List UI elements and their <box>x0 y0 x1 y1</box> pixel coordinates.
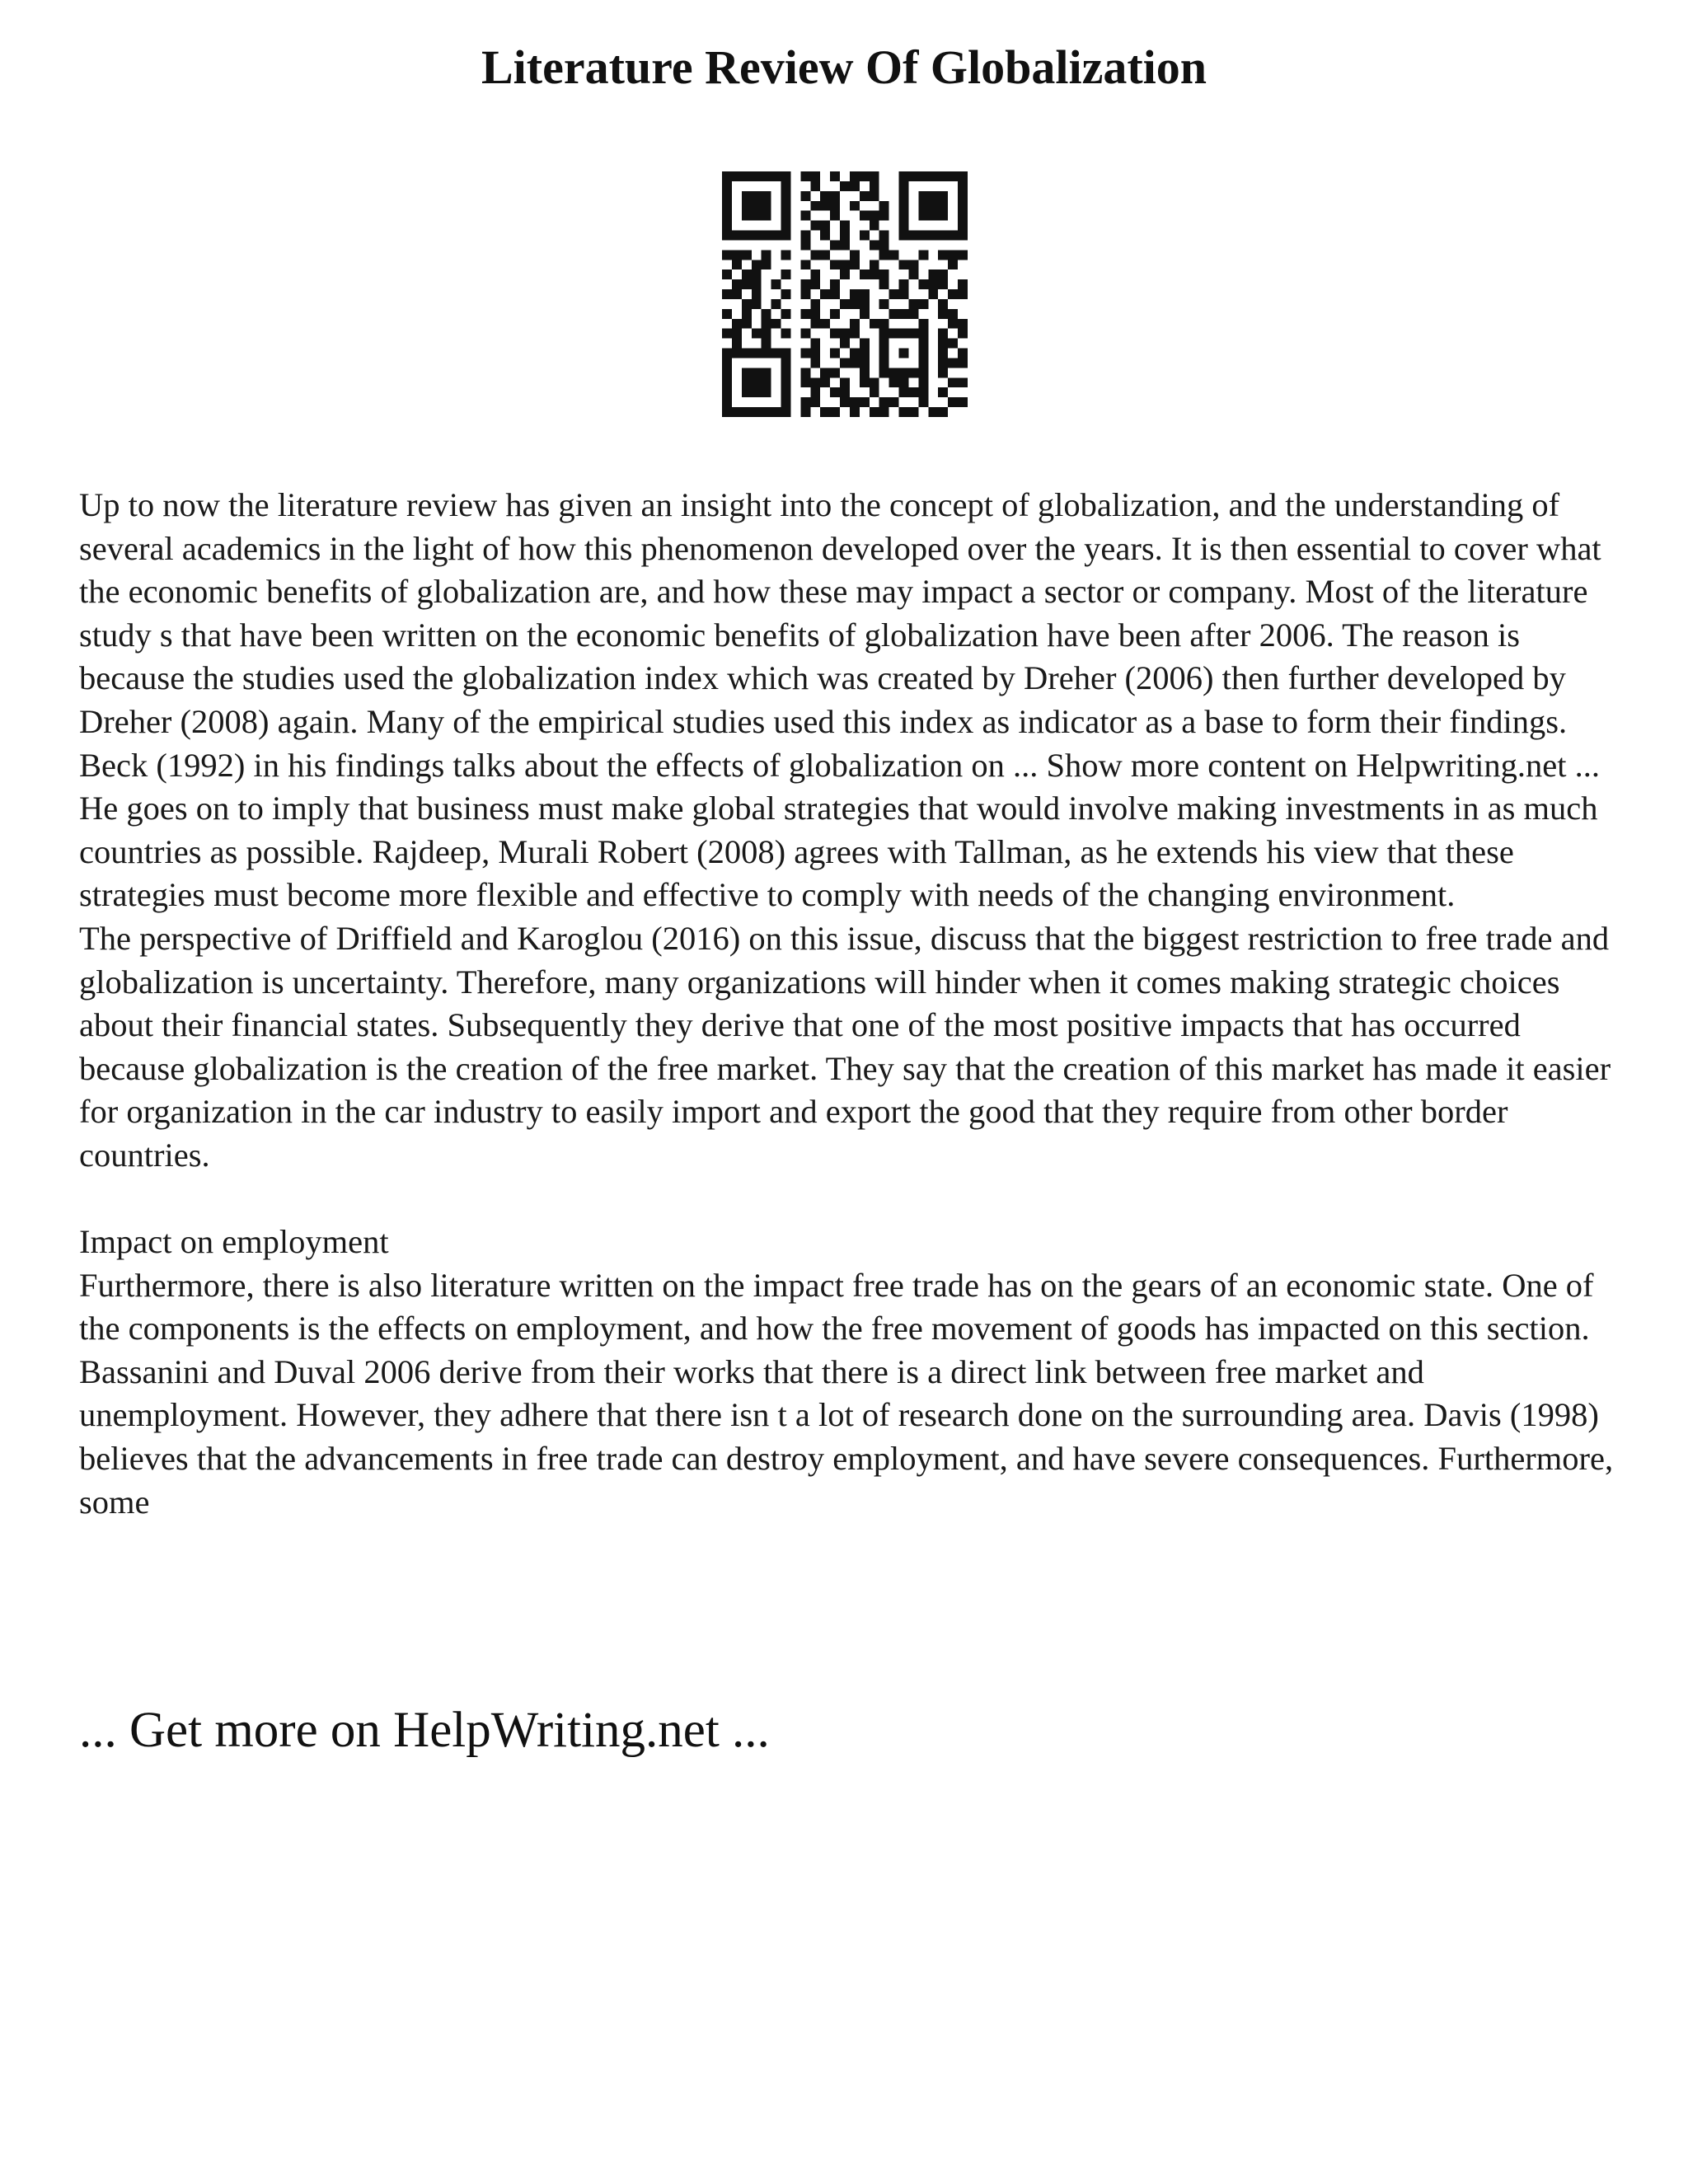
paragraph-spacer <box>79 1178 1629 1221</box>
section-heading: Impact on employment <box>79 1223 389 1261</box>
article-body <box>79 484 1629 1524</box>
paragraph-strategies: He goes on to imply that business must make global strategies that would involve making investments in as much countries as possible. Rajdeep, Murali Robert (2008) agrees with Tallman, as he extends his view that these strategies must become more flexible and effective to comply with needs of the changing environment. <box>79 790 1598 914</box>
paragraph-beck: Beck (1992) in his findings talks about the effects of globalization on ... Show more content on Helpwriting.net ... <box>79 746 1601 784</box>
get-more-link[interactable]: ... Get more on HelpWriting.net ... <box>79 1703 770 1758</box>
paragraph-employment: Furthermore, there is also literature written on the impact free trade has on the gears of an economic state. One of the components is the effects on employment, and how the free movement of goods has impacted on this section. Bassanini and Duval 2006 derive from their works that there is a direct link between free market and unemployment. However, they adhere that there isn t a lot of research done on the surrounding area. Davis (1998) believes that the advancements in free trade can destroy employment, and have severe consequences. Furthermore, some <box>79 1266 1614 1521</box>
page-title: Literature Review Of Globalization <box>481 40 1207 94</box>
qr-code-icon <box>722 171 968 417</box>
paragraph-free-trade: The perspective of Driffield and Karoglou (2016) on this issue, discuss that the biggest restriction to free trade and globalization is uncertainty. Therefore, many organizations will hinder when it comes making strategic choices about their financial states. Subsequently they derive that one of the most positive impacts that has occurred because globalization is the creation of the free market. They say that the creation of this market has made it easier for organization in the car industry to easily import and export the good that they require from other border countries. <box>79 919 1611 1174</box>
paragraph-intro: Up to now the literature review has given an insight into the concept of globalization, and the understanding of several academics in the light of how this phenomenon developed over the years. It is then essential to cover what the economic benefits of globalization are, and how these may impact a sector or company. Most of the literature study s that have been written on the economic benefits of globalization have been after 2006. The reason is because the studies used the globalization index which was created by Dreher (2006) then further developed by Dreher (2008) again. Many of the empirical studies used this index as indicator as a base to form their findings. <box>79 486 1601 740</box>
